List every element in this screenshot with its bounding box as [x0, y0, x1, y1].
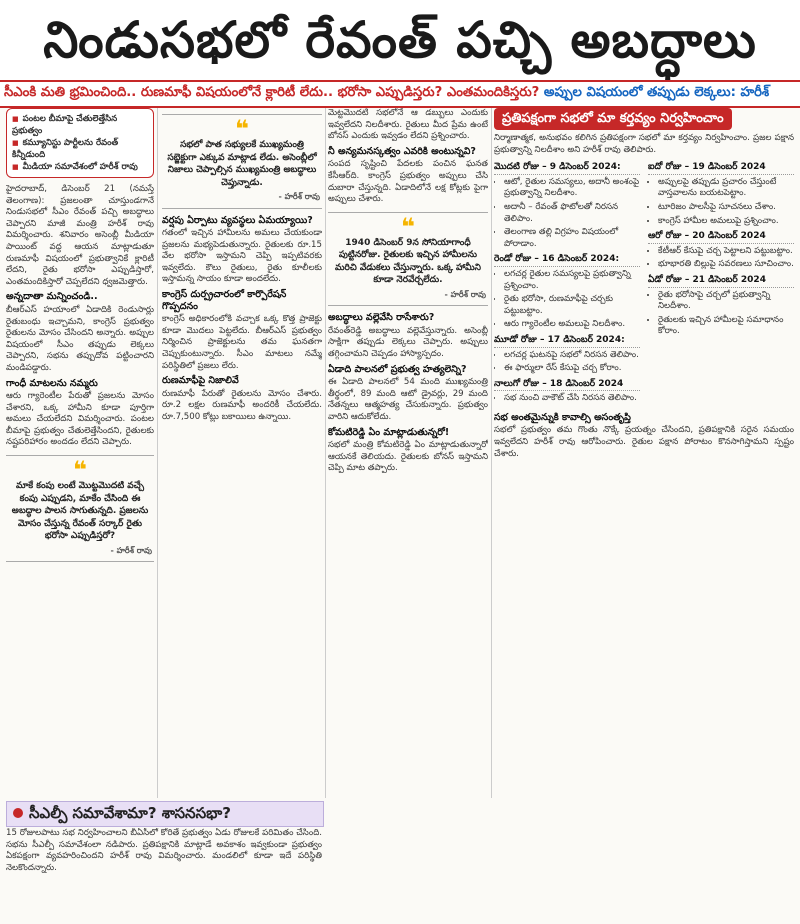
list-item: • టూరిజం పాలసీపై సూచనలు చేశాం.	[658, 202, 794, 214]
article-paragraph: సభలో మంత్రి కోమటిరెడ్డి ఏం మాట్లాడుతున్నారో ఆయనకే తెలియదు. రైతులకు బోనస్ ఇస్తామని చెప్పి మాట తప్పారు.	[328, 440, 488, 474]
list-item: • రైతు భరోసా, రుణమాఫీపై చర్చకు పట్టుబట్టాం.	[504, 294, 640, 317]
list-item: • అదానీ – రేవంత్ ఫొటోలతో నిరసన తెలిపాం.	[504, 202, 640, 225]
subhead-part1: సీఎంకి మతి భ్రమించింది.. రుణమాఫీ విషయంలోనే క్లారిటీ లేదు.. భరోసా ఎప్పుడిస్తరు? ఎంతమందికిస్తరు?	[4, 85, 540, 100]
column-3	[328, 108, 488, 918]
timeline-left	[494, 159, 640, 409]
column-2	[162, 108, 322, 798]
section-heading: నీ అన్యమనస్కత్వం ఎవరికి అంటున్నవి?	[328, 145, 476, 157]
day-heading: నాలుగో రోజు – 18 డిసెంబర్ 2024	[494, 379, 640, 392]
article-paragraph: ఆరు గ్యారెంటీల పేరుతో ప్రజలను మోసం చేశారని, ఒక్క హామీని కూడా పూర్తిగా అమలు చేయలేదని విమర్శించారు. పంటల బీమాపై ప్రభుత్వం చేతులెత్తేసిందని, రైతులకు నష్టపరిహారం అందడం లేదని చెప్పారు.	[6, 391, 154, 448]
bullet-item: ■ కమ్యూనిస్టు పార్టీలను రేవంత్ కిన్నీడుంది	[12, 137, 148, 161]
section-heading: కోమటిరెడ్డి ఏం మాట్లాడుతున్నరో!	[328, 426, 450, 438]
list-item: • అప్పులపై తప్పుడు ప్రచారం చేస్తుంటే వాస్తవాలను బయటపెట్టాం.	[658, 177, 794, 200]
section-heading: అబద్ధాలు వల్లెవేసి రాసేశారు?	[328, 312, 435, 324]
quote-text: మాకే కంపు లంటే మొట్టమొదటి వచ్చే కంపు ఎప్పుడని, మాకేం చేసింది ఈ అబద్ధాల పాలన సాగుతున్నది. ప్రజలను మోసం చేస్తున్న రేవంత్ సర్కార్ రైతు భరోసా ఎప్పుడిస్తరో?	[11, 481, 149, 542]
article-paragraph: రుణమాఫీ పేరుతో రైతులను మోసం చేశారు. రూ.2 లక్షల రుణమాఫీ అందరికీ చేయలేదు. రూ.7,500 కోట్లు బకాయిలు ఉన్నాయి.	[162, 388, 322, 422]
clp-section-title: సీఎల్పీ సమావేశామా? శాసనసభా?	[29, 804, 231, 822]
list-item: • ఆరు గ్యారెంటీల అమలుపై నిలదీశాం.	[504, 319, 640, 331]
article-paragraph: నిర్మాణాత్మక, అనుభవం కలిగిన ప్రతిపక్షంగా సభలో మా కర్తవ్యం నిర్వహించాం. ప్రజల పక్షాన ప్రభుత్వాన్ని నిలదీశాం అని హరీశ్ రావు తెలిపారు.	[494, 133, 794, 155]
day-heading: ఆరో రోజు – 20 డిసెంబర్ 2024	[648, 231, 794, 244]
section-heading: వర్షపు ఏర్పాటు వ్యవస్థలు ఏమయ్యాయి?	[162, 214, 313, 226]
bullet-item: ■ మీడియా సమావేశంలో హరీశ్ రావు	[12, 161, 148, 173]
bullet-dot-icon	[13, 808, 23, 818]
column-divider	[325, 108, 326, 798]
list-item: • లగచర్ల రైతుల సమస్యలపై ప్రభుత్వాన్ని ప్రశ్నించాం.	[504, 269, 640, 292]
pull-quote	[6, 455, 154, 562]
section-heading: ఏడాది పాలనలో ప్రభుత్వ హత్యలెన్ని?	[328, 363, 467, 375]
day-heading: ఐదో రోజు – 19 డిసెంబర్ 2024	[648, 162, 794, 175]
clp-section-body: 15 రోజులపాటు సభ నిర్వహించాలని బీఏసీలో కోరితే ప్రభుత్వం ఏడు రోజులకే పరిమితం చేసింది. సభను సీఎల్పీ సమావేశంలా నడిపారు. ప్రతిపక్షానికి మాట్లాడే అవకాశం ఇవ్వకుండా ప్రభుత్వం ఏకపక్షంగా వ్యవహరించిందని హరీశ్ రావు విమర్శించారు. మండలిలో కూడా ఇదే పరిస్థితి నెలకొందన్నారు.	[6, 828, 322, 873]
day-timeline	[494, 159, 794, 409]
section-heading: గాంధీ మాటలను నమ్మరు	[6, 377, 98, 389]
column-1	[6, 108, 154, 798]
headline-banner	[0, 0, 800, 80]
column-divider	[157, 108, 158, 798]
list-item: • భూభారతి బిల్లుపై సవరణలు సూచించాం.	[658, 259, 794, 271]
opposition-box-title: ప్రతిపక్షంగా సభలో మా కర్తవ్యం నిర్వహించాం	[494, 108, 732, 130]
list-item: • రైతులకు ఇచ్చిన హామీలపై సమాధానం కోరాం.	[658, 315, 794, 338]
day-heading: మూడో రోజు – 17 డిసెంబర్ 2024:	[494, 335, 640, 348]
section-heading: అన్నదాతా మన్నించండి..	[6, 291, 98, 303]
quote-attribution: - హరీశ్ రావు	[110, 545, 152, 555]
quote-text: సభలో పాత సభ్యులకే ముఖ్యమంత్రి సబ్జెక్టుగా ఎక్కువ మాట్లాడ లేడు. అసెంబ్లీలో నిజాలు చెప్పాల్సిన ముఖ్యమంత్రి అబద్ధాలు చెప్తున్నాడు.	[167, 140, 317, 188]
article-paragraph: సంపద సృష్టించి పేదలకు పంచిన ఘనత కేసీఆర్‌ది. కాంగ్రెస్ ప్రభుత్వం అప్పులు చేసి దుబారా చేస్తున్నది. ఏడాదిలోనే లక్ష కోట్లకు పైగా అప్పులు చేశారు.	[328, 159, 488, 205]
list-item: • కాంగ్రెస్ హామీల అమలుపై ప్రశ్నించాం.	[658, 216, 794, 228]
quote-text: 1940 డిసెంబర్ 9న సోనియాగాంధీ పుట్టినరోజు. రైతులకు ఇచ్చిన హామీలను మరిచి వేడుకలు చేస్తున్నారు. ఒక్క హామీని కూడా నెరవేర్చలేదు.	[334, 237, 482, 286]
section-heading: కాంగ్రెస్ దుర్ప్రచారంలో కార్పొరేషన్ గొప్పదనం	[162, 289, 287, 312]
list-item: • లగచర్ల ఘటనపై సభలో నిరసన తెలిపాం.	[504, 350, 640, 362]
list-item: • కేటీఆర్ కేసుపై చర్చ పెట్టాలని పట్టుబట్టాం.	[658, 246, 794, 258]
timeline-right	[648, 159, 794, 409]
section-heading: రుణమాఫీపై నిజాలివే	[162, 375, 239, 387]
quote-mark-icon: ❝	[400, 212, 416, 241]
pull-quote	[328, 212, 488, 307]
article-paragraph: హైదరాబాద్, డిసెంబర్ 21 (నమస్తే తెలంగాణ): ప్రజలంతా చూస్తుండగానే నిండుసభలో సీఎం రేవంత్ పచ్చి అబద్ధాలు చెప్పారని మాజీ మంత్రి హరీశ్ రావు విమర్శించారు. శనివారం అసెంబ్లీ మీడియా పాయింట్ వద్ద ఆయన మాట్లాడుతూ రుణమాఫీ విషయంలో ప్రభుత్వానికే క్లారిటీ లేదని, రైతు భరోసా ఎప్పుడిస్తారో, ఎంతమందికిస్తారో చెప్పలేదని ధ్వజమెత్తారు.	[6, 184, 154, 287]
column-4	[494, 108, 794, 918]
list-item: • ఈ ఫార్ములా రేస్ కేసుపై చర్చ కోరాం.	[504, 363, 640, 375]
quote-mark-icon: ❝	[72, 456, 88, 485]
day-heading: మొదటి రోజు – 9 డిసెంబర్ 2024:	[494, 162, 640, 175]
list-item: • రైతు భరోసాపై చర్చలో ప్రభుత్వాన్ని నిలదీశాం.	[658, 290, 794, 313]
highlight-bullets	[6, 108, 154, 178]
article-paragraph: కాంగ్రెస్ అధికారంలోకి వచ్చాక ఒక్క కొత్త ప్రాజెక్టు కూడా మొదలు పెట్టలేదు. బీఆర్ఎస్ ప్రభుత్వం నిర్మించిన ప్రాజెక్టులను తమ ఘనతగా చెప్పుకుంటున్నారు. సీఎం మాటలు నమ్మే పరిస్థితిలో ప్రజలు లేరు.	[162, 314, 322, 371]
bullet-item: ■ పంటల బీమాపై చేతులెత్తేసిన ప్రభుత్వం	[12, 113, 148, 137]
section-heading: సభ అంతమైన్నుకి కావాల్సి అసంతృప్తి	[494, 411, 631, 423]
pull-quote	[162, 114, 322, 209]
article-paragraph: మెట్టమొదటి సభలోనే ఆ డబ్బులు ఎందుకు ఇవ్వలేదని నిలదీశారు. రైతులు మీద ప్రేమ ఉంటే బోనస్ ఎందుకు ఇవ్వడం లేదని ప్రశ్నించారు.	[328, 108, 488, 142]
day-heading: రెండో రోజు – 16 డిసెంబర్ 2024:	[494, 254, 640, 267]
clp-section-banner	[6, 801, 324, 827]
article-paragraph: సభలో ప్రభుత్వం తమ గొంతు నొక్కే ప్రయత్నం చేసిందని, ప్రతిపక్షానికి సరైన సమయం ఇవ్వలేదని హరీశ్ రావు ఆరోపించారు. రైతుల పక్షాన పోరాటం కొనసాగిస్తామని స్పష్టం చేశారు.	[494, 425, 794, 459]
quote-mark-icon: ❝	[234, 115, 250, 143]
article-paragraph: బీఆర్ఎస్ హయాంలో ఏడాదికి రెండుసార్లు రైతుబంధు ఇచ్చామని, కాంగ్రెస్ ప్రభుత్వం రైతులను మోసం చేసిందని అన్నారు. అప్పుల విషయంలో సీఎం తప్పుడు లెక్కలు చెప్పారని, సభను తప్పుదోవ పట్టించారని మండిపడ్డారు.	[6, 304, 154, 373]
column-divider	[491, 108, 492, 798]
article-paragraph: రేవంత్‌రెడ్డి అబద్ధాలు వల్లెవేస్తున్నారు. అసెంబ్లీ సాక్షిగా తప్పుడు లెక్కలు చెప్పారు. అప్పులు తగ్గించామని చెప్పడం హాస్యాస్పదం.	[328, 325, 488, 360]
subheadline	[0, 80, 800, 108]
list-item: • ఆటో, రైతుల సమస్యలు, అదానీ అంశంపై ప్రభుత్వాన్ని నిలదీశాం.	[504, 177, 640, 200]
quote-attribution: - హరీశ్ రావు	[444, 289, 486, 299]
article-paragraph: గతంలో ఇచ్చిన హామీలను అమలు చేయకుండా ప్రజలను మభ్యపెడుతున్నారు. రైతులకు రూ.15 వేల భరోసా ఇస్తామని చెప్పి ఇప్పటివరకు ఇవ్వలేదు. కౌలు రైతులు, రైతు కూలీలకు ఇస్తామన్న సాయం కూడా అందలేదు.	[162, 228, 322, 285]
subhead-part2: అప్పుల విషయంలో తప్పుడు లెక్కలు: హరీశ్	[539, 85, 770, 100]
day-heading: ఏడో రోజు – 21 డిసెంబర్ 2024	[648, 275, 794, 288]
quote-attribution: - హరీశ్ రావు	[278, 192, 320, 201]
headline: నిండుసభలో రేవంత్ పచ్చి అబద్ధాలు	[43, 11, 757, 69]
article-paragraph: ఈ ఏడాది పాలనలో 54 మంది ముఖ్యమంత్రి తీర్థంలో, 89 మంది ఆటో డ్రైవర్లు, 29 మంది నేతన్నలు ఆత్మహత్య చేసుకున్నారు. ప్రభుత్వం వారిని ఆదుకోలేదు.	[328, 377, 488, 422]
list-item: • సభ నుంచి వాకౌట్ చేసి నిరసన తెలిపాం.	[504, 393, 640, 405]
list-item: • తెలంగాణ తల్లి విగ్రహం విషయంలో పోరాడాం.	[504, 227, 640, 250]
